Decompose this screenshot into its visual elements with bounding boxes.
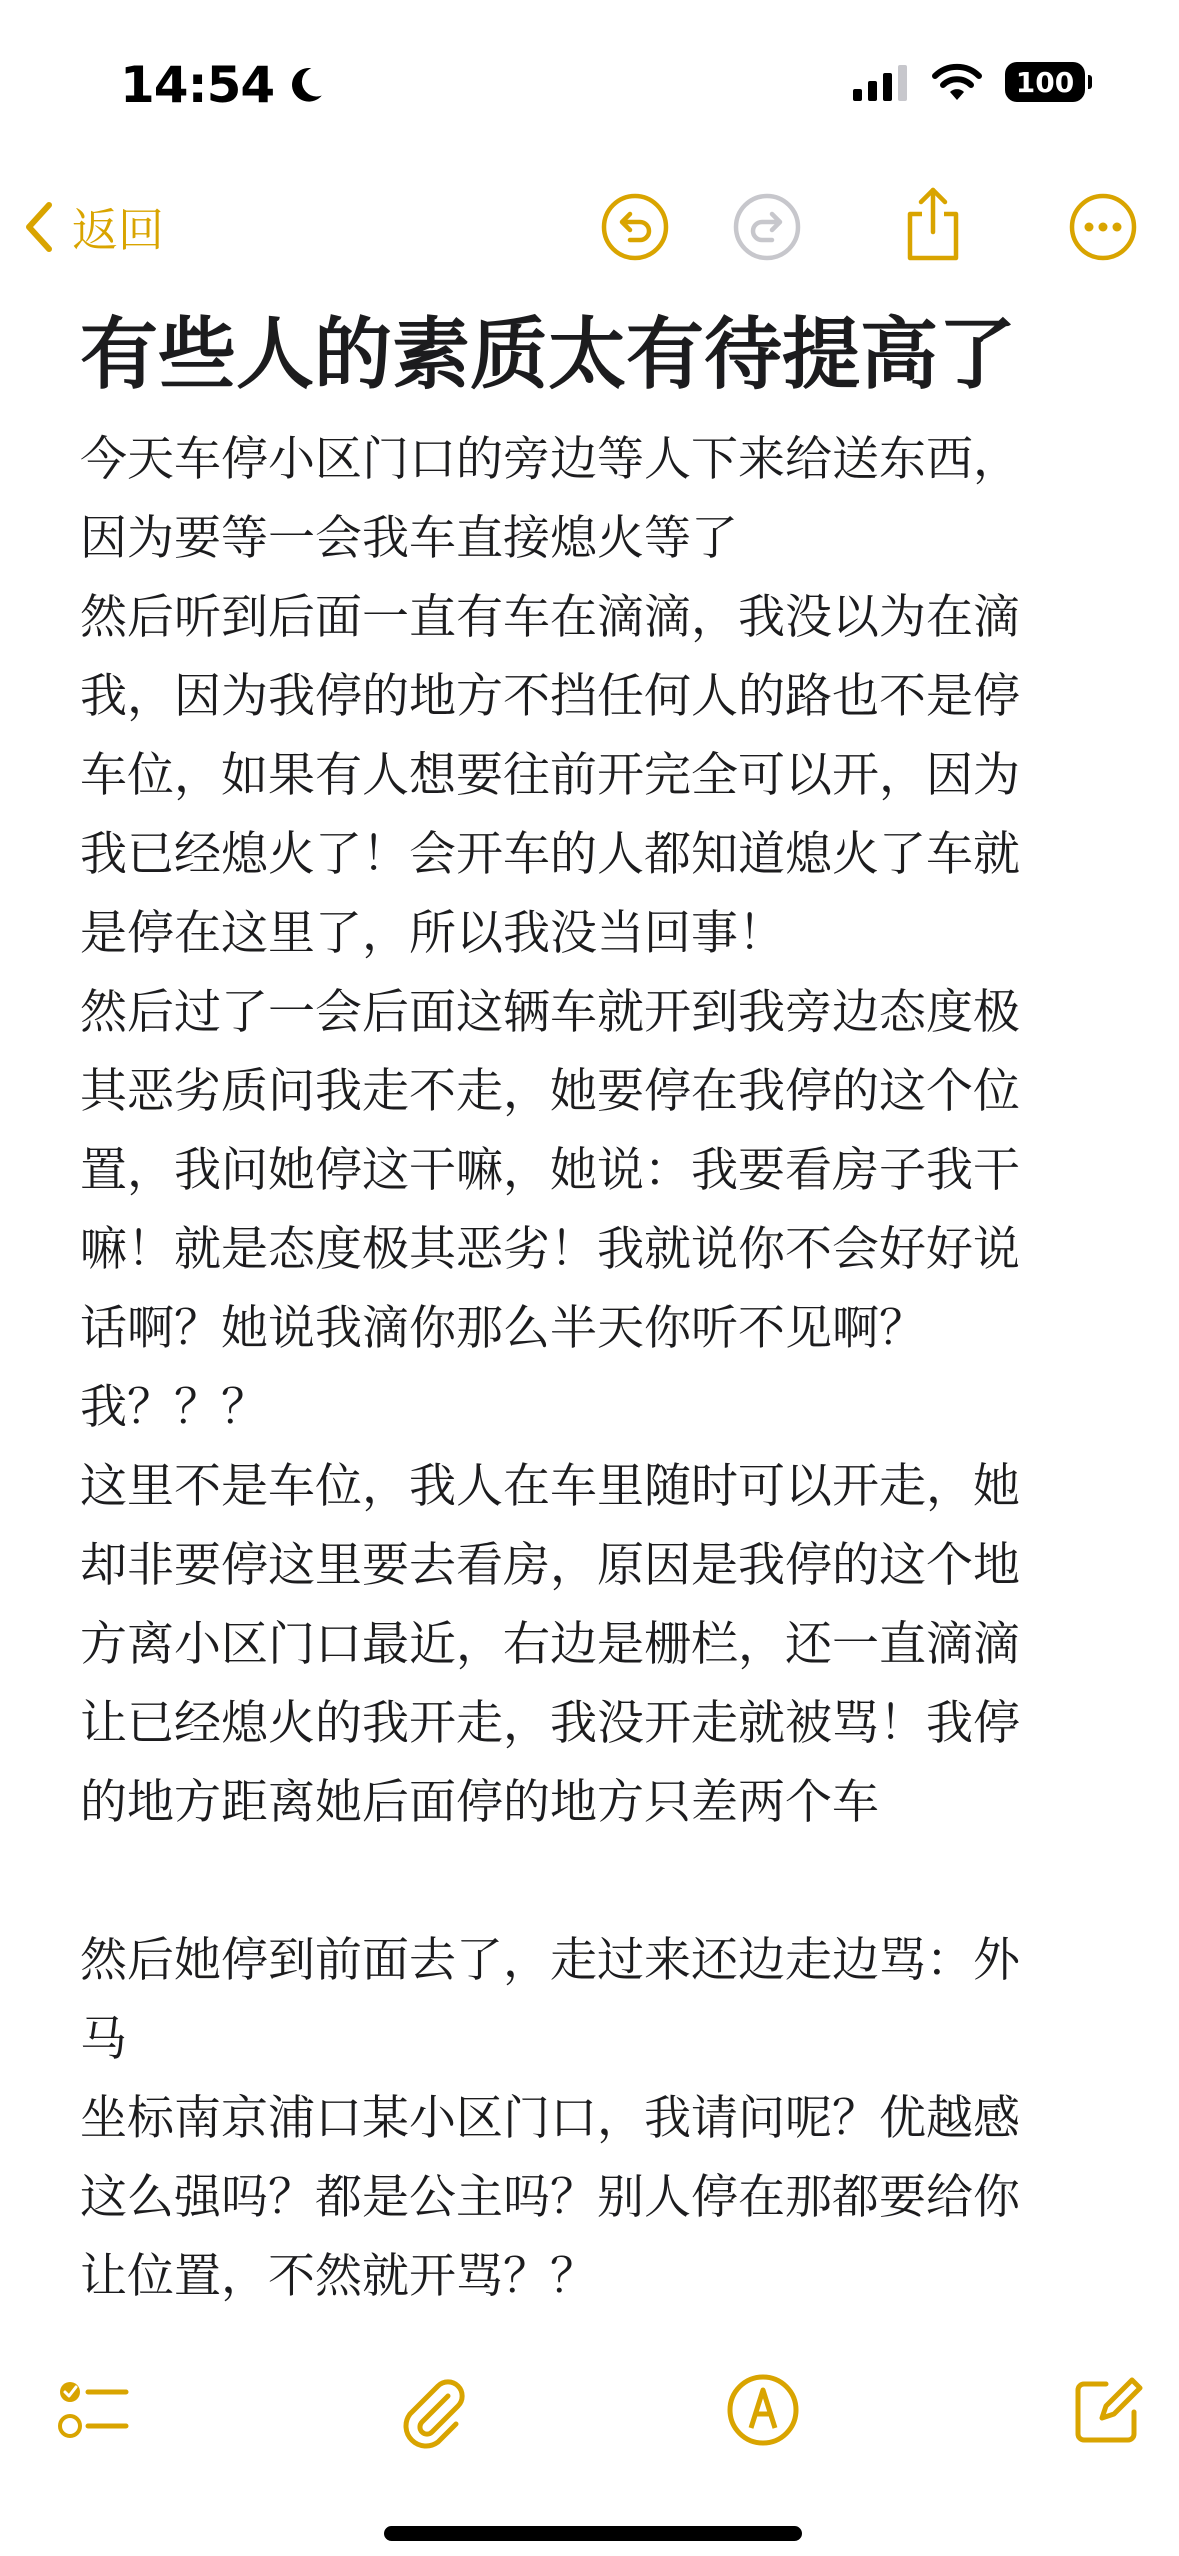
note-title[interactable]: 有些人的素质太有待提高了 <box>80 310 1017 400</box>
cellular-signal-icon <box>853 63 909 101</box>
note-line: 嘛！就是态度极其恶劣！我就说你不会好好说 <box>80 1222 1020 1277</box>
bottom-toolbar <box>0 2350 1179 2460</box>
note-line: 车位，如果有人想要往前开完全可以开，因为 <box>80 748 1020 803</box>
paperclip-icon[interactable] <box>392 2370 472 2450</box>
back-label: 返回 <box>72 203 164 257</box>
status-bar <box>0 0 1179 170</box>
note-line: 今天车停小区门口的旁边等人下来给送东西， <box>80 432 1020 487</box>
more-icon[interactable] <box>1068 192 1138 262</box>
note-line: 其恶劣质问我走不走，她要停在我停的这个位 <box>80 1064 1020 1119</box>
status-time-group <box>120 56 326 114</box>
note-line: 坐标南京浦口某小区门口，我请问呢？优越感 <box>80 2091 1020 2146</box>
undo-icon[interactable] <box>600 192 670 262</box>
home-indicator[interactable] <box>384 2526 802 2541</box>
note-line: 置，我问她停这干嘛，她说：我要看房子我干 <box>80 1143 1020 1198</box>
compose-icon[interactable] <box>1068 2370 1148 2450</box>
note-line: 这么强吗？都是公主吗？别人停在那都要给你 <box>80 2170 1020 2225</box>
markup-pen-icon[interactable] <box>723 2370 803 2450</box>
note-line: 却非要停这里要去看房，原因是我停的这个地 <box>80 1538 1020 1593</box>
note-line: 我，因为我停的地方不挡任何人的路也不是停 <box>80 669 1020 724</box>
moon-icon <box>284 64 326 106</box>
wifi-icon <box>931 62 983 102</box>
status-time: 14:54 <box>120 56 275 114</box>
note-line: 方离小区门口最近，右边是栅栏，还一直滴滴 <box>80 1617 1020 1672</box>
status-right-group <box>853 62 1085 102</box>
checklist-icon[interactable] <box>52 2370 132 2450</box>
note-line: 的地方距离她后面停的地方只差两个车 <box>80 1775 879 1830</box>
note-line: 然后过了一会后面这辆车就开到我旁边态度极 <box>80 985 1020 1040</box>
note-line: 然后听到后面一直有车在滴滴，我没以为在滴 <box>80 590 1020 645</box>
note-line: 我？？？ <box>80 1380 268 1435</box>
note-line: 让已经熄火的我开走，我没开走就被骂！我停 <box>80 1696 1020 1751</box>
back-button[interactable] <box>24 194 164 260</box>
note-line: 马 <box>80 2012 127 2067</box>
note-line: 话啊？她说我滴你那么半天你听不见啊？ <box>80 1301 926 1356</box>
chevron-left-icon <box>24 201 54 253</box>
note-line <box>80 1842 1110 1921</box>
note-line: 然后她停到前面去了，走过来还边走边骂：外 <box>80 1933 1020 1988</box>
note-line: 是停在这里了，所以我没当回事！ <box>80 906 785 961</box>
battery-icon <box>1005 62 1085 102</box>
note-line: 我已经熄火了！会开车的人都知道熄火了车就 <box>80 827 1020 882</box>
share-icon[interactable] <box>898 184 968 264</box>
note-body[interactable] <box>80 420 1110 2316</box>
battery-level: 100 <box>1015 65 1075 99</box>
note-line: 这里不是车位，我人在车里随时可以开走，她 <box>80 1459 1020 1514</box>
redo-icon[interactable] <box>732 192 802 262</box>
note-line: 让位置，不然就开骂？？ <box>80 2249 597 2304</box>
nav-bar <box>0 170 1179 290</box>
note-line: 因为要等一会我车直接熄火等了 <box>80 511 738 566</box>
